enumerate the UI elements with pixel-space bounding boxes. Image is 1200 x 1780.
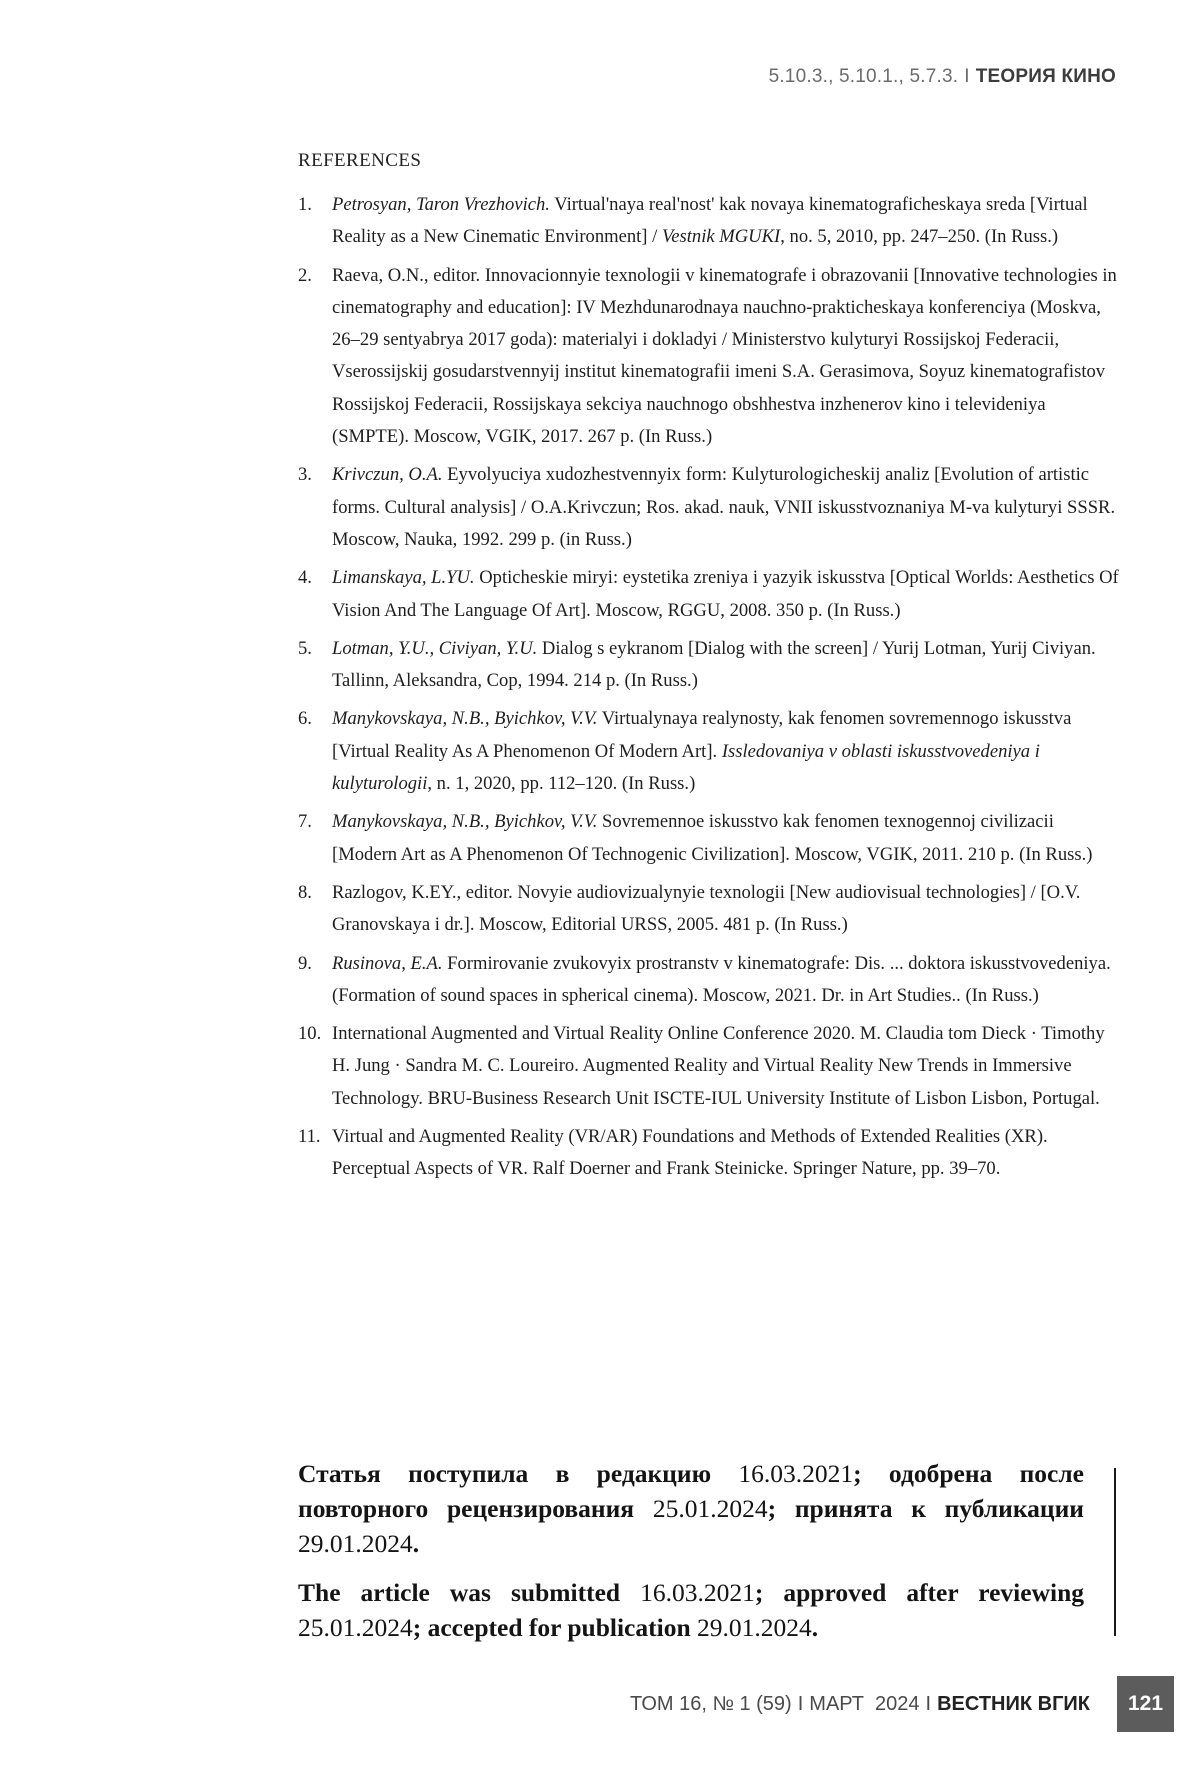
references-section [298,150,1120,1192]
date-submitted: 16.03.2021 [640,1578,755,1607]
references-title: REFERENCES [298,150,1120,172]
reference-number: 1. [298,189,312,221]
reference-text: Eyvolyuciya xudozhestvennyix form: Kulyturologicheskij analiz [Evolution of artistic forms. Cultural analysis] / O.A.Krivczun; Ros. akad. nauk, VNII iskusstvoznaniya M-va kulyturyi SSSR. Moscow, Nauka, 1992. 299 p. (in Russ.) [332,464,1115,550]
reference-text: Opticheskie miryi: eystetika zreniya i yazyik iskusstva [Optical Worlds: Aesthetics Of Vision And The Language Of Art]. Moscow, RGGU, 2008. 350 p. (In Russ.) [332,567,1119,620]
reference-source: Vestnik MGUKI [662,226,780,247]
running-footer [630,1692,1090,1716]
reference-item [298,1018,1120,1115]
reference-text-tail: , n. 1, 2020, pp. 112–120. (In Russ.) [427,773,695,794]
reference-item [298,562,1120,627]
running-header [769,66,1116,88]
submission-note-english [298,1575,1084,1645]
references-list [298,189,1120,1186]
reference-item [298,806,1120,871]
note-text: Статья поступила в редакцию [298,1459,738,1488]
reference-author: Manykovskaya, N.B., Byichkov, V.V. [332,708,597,729]
reference-number: 4. [298,562,312,594]
reference-text: International Augmented and Virtual Reality Online Conference 2020. M. Claudia tom Dieck · Timothy H. Jung · Sandra M. C. Loureiro. Augmented Reality and Virtual Reality New Trends in Immersive Technology. BRU-Business Research Unit ISCTE-IUL University Institute of Lisbon Lisbon, Portugal. [332,1023,1105,1109]
reference-number: 11. [298,1121,321,1153]
reference-number: 9. [298,948,312,980]
note-text: ; approved after reviewing [755,1578,1084,1607]
reference-number: 10. [298,1018,321,1050]
submission-note-russian [298,1456,1084,1561]
reference-source: Issledovaniya v oblasti iskusstvovedeniya i kulyturologii [332,741,1040,794]
reference-item [298,260,1120,454]
reference-author: Lotman, Y.U., Civiyan, Y.U. [332,638,537,659]
reference-text: Raeva, O.N., editor. Innovacionnyie texnologii v kinematografe i obrazovanii [Innovative technologies in cinematography and education]: IV Mezhdunarodnaya nauchno-prakticheskaya konferenciya (Moskva, 26–29 sentyabrya 2017 goda): materialyi i dokladyi / Ministerstvo kulyturyi Rossijskoj Federacii, Vserossijskij gosudarstvennyij institut kinematografii imeni S.A. Gerasimova, Soyuz kinematografistov Rossijskoj Federacii, Rossijskaya sekciya nauchnogo obshhestva inzhenerov kino i televideniya (SMPTE). Moscow, VGIK, 2017. 267 p. (In Russ.) [332,265,1117,447]
reference-item [298,948,1120,1013]
reference-item [298,1121,1120,1186]
note-text: . [812,1613,818,1642]
date-approved: 25.01.2024 [298,1613,413,1642]
reference-number: 8. [298,877,312,909]
date-accepted: 29.01.2024 [298,1529,413,1558]
reference-number: 5. [298,633,312,665]
reference-text: Razlogov, K.EY., editor. Novyie audiovizualynyie texnologii [New audiovisual technologies] / [O.V. Granovskaya i dr.]. Moscow, Editorial URSS, 2005. 481 p. (In Russ.) [332,882,1080,935]
issue-date: МАРТ 2024 [809,1693,919,1715]
reference-author: Limanskaya, L.YU. [332,567,475,588]
reference-item [298,703,1120,800]
specialty-codes: 5.10.3., 5.10.1., 5.7.3. [769,66,959,87]
reference-number: 2. [298,260,312,292]
vertical-rule [1114,1468,1116,1636]
reference-text: Formirovanie zvukovyix prostranstv v kinematografe: Dis. ... doktora iskusstvovedeniya. (Formation of sound spaces in spherical cinema). Moscow, 2021. Dr. in Art Studies.. (In Russ.) [332,953,1111,1006]
reference-text: Virtual and Augmented Reality (VR/AR) Foundations and Methods of Extended Realities (XR). Perceptual Aspects of VR. Ralf Doerner and Frank Steinicke. Springer Nature, pp. 39–70. [332,1126,1048,1179]
reference-text: Virtual'naya real'nost' kak novaya kinematograficheskaya sreda [Virtual Reality as a New Cinematic Environment] / [332,194,1088,247]
date-submitted: 16.03.2021 [738,1459,853,1488]
reference-text: Virtualynaya realynosty, kak fenomen sovremennogo iskusstva [Virtual Reality As A Phenomenon Of Modern Art]. [332,708,1071,761]
reference-text: Dialog s eykranom [Dialog with the screen] / Yurij Lotman, Yurij Civiyan. Tallinn, Aleksandra, Cop, 1994. 214 p. (In Russ.) [332,638,1096,691]
footer-separator: I [926,1693,932,1715]
reference-number: 6. [298,703,312,735]
reference-author: Manykovskaya, N.B., Byichkov, V.V. [332,811,597,832]
footer-separator: I [798,1693,804,1715]
reference-author: Krivczun, O.A. [332,464,443,485]
header-separator: I [964,66,969,87]
reference-item [298,633,1120,698]
reference-item [298,189,1120,254]
issue-info: ТОМ 16, № 1 (59) [630,1693,792,1715]
reference-author: Rusinova, E.A. [332,953,443,974]
date-accepted: 29.01.2024 [697,1613,812,1642]
reference-text-tail: , no. 5, 2010, pp. 247–250. (In Russ.) [780,226,1058,247]
page-number: 121 [1117,1676,1174,1732]
date-approved: 25.01.2024 [653,1494,768,1523]
note-text: ; accepted for publication [413,1613,697,1642]
reference-item [298,459,1120,556]
reference-author: Petrosyan, Taron Vrezhovich. [332,194,550,215]
reference-number: 3. [298,459,312,491]
reference-item [298,877,1120,942]
note-text: ; одобрена после повторного рецензирования [298,1459,1084,1523]
note-text: . [413,1529,419,1558]
journal-name: ВЕСТНИК ВГИК [937,1693,1090,1715]
note-text: ; принята к публика­ции [768,1494,1084,1523]
section-title: ТЕОРИЯ КИНО [976,66,1116,87]
note-text: The article was submitted [298,1578,640,1607]
reference-text: Sovremennoe iskusstvo kak fenomen texnogennoj civilizacii [Modern Art as A Phenomenon Of Technogenic Civilization]. Moscow, VGIK, 2011. 210 p. (In Russ.) [332,811,1092,864]
reference-number: 7. [298,806,312,838]
